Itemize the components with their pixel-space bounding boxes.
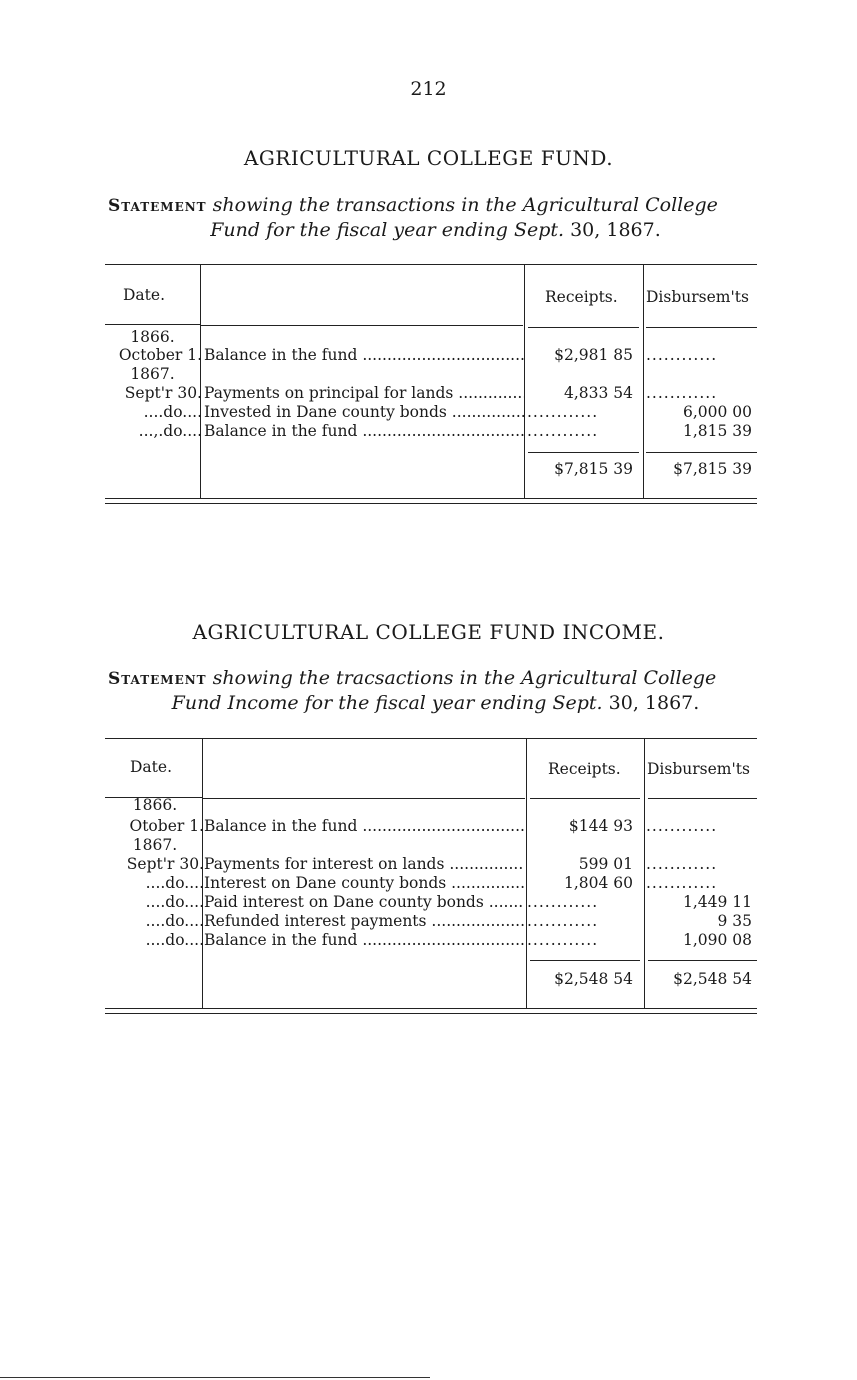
row-receipts: $2,981 85: [554, 346, 633, 364]
row-date: ....do....: [145, 874, 204, 892]
row-description: Balance in the fund .....: [204, 422, 524, 441]
row-disbursements: 6,000 00: [682, 403, 752, 421]
page-number: 212: [410, 78, 447, 100]
header-receipts: Receipts.: [545, 288, 618, 306]
header-receipts: Receipts.: [548, 760, 621, 778]
row-description: Invested in Dane county bonds .....: [204, 403, 524, 422]
section2-statement: [108, 666, 763, 715]
row-year: 1866.: [130, 328, 175, 346]
row-description: Interest on Dane county bonds .....: [204, 874, 524, 893]
row-description: Refunded interest payments .....: [204, 912, 524, 931]
row-year: 1866.: [132, 796, 178, 814]
total-disbursements: $7,815 39: [673, 460, 752, 478]
section1-title: AGRICULTURAL COLLEGE FUND.: [243, 146, 614, 170]
row-receipts: ............: [527, 893, 599, 911]
row-description: Paid interest on Dane county bonds .....: [204, 893, 524, 912]
row-description: Payments for interest on lands .....: [204, 855, 524, 874]
total-disbursements: $2,548 54: [673, 970, 752, 988]
row-year: 1867.: [132, 836, 178, 854]
row-disbursements: ............: [646, 817, 718, 835]
row-receipts: ............: [527, 403, 599, 421]
statement-text: Fund Income for the fiscal year ending Sept.: [171, 692, 603, 714]
row-date: ....do....: [143, 403, 202, 421]
row-disbursements: 1,090 08: [682, 931, 752, 949]
row-date: Sept'r 30.: [124, 384, 202, 402]
row-receipts: ............: [527, 912, 599, 930]
page-bottom-rule: [0, 1377, 430, 1378]
row-date: ....do....: [145, 893, 204, 911]
statement-date: 30, 1867.: [570, 219, 661, 241]
row-disbursements: 9 35: [717, 912, 752, 930]
row-description: Balance in the fund .....: [204, 931, 524, 950]
row-receipts: 4,833 54: [563, 384, 633, 402]
statement-lead: Statement: [108, 669, 207, 689]
row-receipts: ............: [527, 931, 599, 949]
row-disbursements: ............: [646, 384, 718, 402]
row-receipts: 599 01: [578, 855, 633, 873]
row-disbursements: 1,815 39: [682, 422, 752, 440]
header-date: Date.: [123, 286, 165, 304]
row-description: Balance in the fund .....: [204, 817, 524, 836]
header-disbursements: Disbursem'ts: [646, 288, 749, 306]
row-date: Sept'r 30.: [126, 855, 204, 873]
total-receipts: $7,815 39: [554, 460, 633, 478]
row-date: Otober 1.: [129, 817, 204, 835]
statement-text: Fund for the fiscal year ending Sept.: [210, 219, 565, 241]
statement-text: showing the tracsactions in the Agricultural College: [212, 667, 717, 689]
row-disbursements: 1,449 11: [682, 893, 752, 911]
row-disbursements: ............: [646, 855, 718, 873]
section2-title: AGRICULTURAL COLLEGE FUND INCOME.: [192, 620, 665, 644]
section1-statement: [108, 193, 763, 242]
row-disbursements: ............: [646, 874, 718, 892]
row-receipts: ............: [527, 422, 599, 440]
statement-lead: Statement: [108, 196, 207, 216]
row-date: ....do....: [145, 912, 204, 930]
total-receipts: $2,548 54: [554, 970, 633, 988]
row-receipts: 1,804 60: [563, 874, 633, 892]
header-date: Date.: [130, 758, 172, 776]
section1-table: [105, 264, 757, 509]
row-year: 1867.: [130, 365, 175, 383]
statement-text: showing the transactions in the Agricultural College: [212, 194, 718, 216]
statement-date: 30, 1867.: [608, 692, 700, 714]
row-date: ...,.do....: [138, 422, 202, 440]
row-description: Balance in the fund .....: [204, 346, 524, 365]
row-date: October 1.: [118, 346, 202, 364]
section2-table: [105, 738, 757, 1018]
row-description: Payments on principal for lands .....: [204, 384, 524, 403]
header-disbursements: Disbursem'ts: [647, 760, 750, 778]
row-disbursements: ............: [646, 346, 718, 364]
row-date: ....do....: [145, 931, 204, 949]
row-receipts: $144 93: [568, 817, 633, 835]
